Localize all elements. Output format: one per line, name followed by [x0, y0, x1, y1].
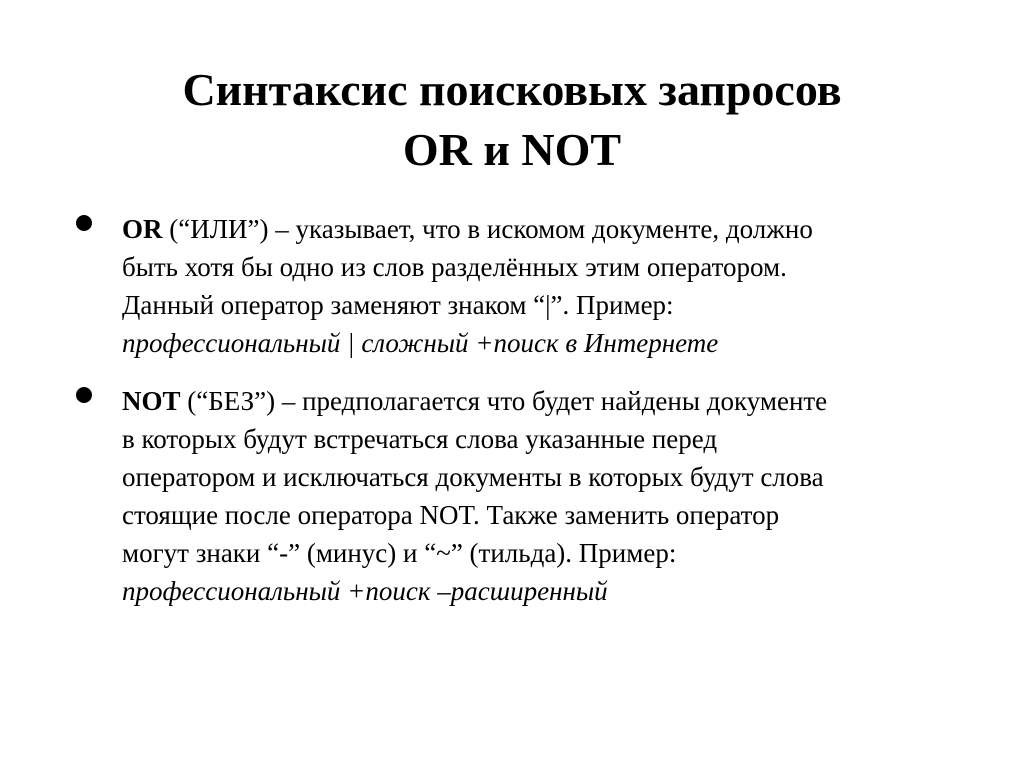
bullet-not-line-3: оператором и исключаться документы в которых будут слова [122, 462, 824, 492]
bullet-not-line-1 [122, 382, 976, 420]
bullet-dot-icon [76, 215, 92, 231]
bullet-not [76, 382, 976, 610]
slide-title [0, 60, 1024, 180]
bullet-not-line-5: могут знаки “-” (минус) и “~” (тильда). Пример: [122, 538, 677, 568]
bullet-list [76, 210, 976, 610]
bullet-not-line-1-text: (“БЕЗ”) – предполагается что будет найдены документе [180, 386, 828, 416]
bullet-dot-icon [76, 387, 92, 403]
bullet-or-line-3: Данный оператор заменяют знаком “|”. Пример: [122, 290, 674, 320]
slide-title-line-1: Синтаксис поисковых запросов [182, 64, 842, 115]
bullet-or-line-2: быть хотя бы одно из слов разделённых этим оператором. [122, 252, 787, 282]
slide-title-line-2: OR и NOT [402, 124, 622, 175]
bullet-or-line-1 [122, 210, 976, 248]
bullet-not-example: профессиональный +поиск –расширенный [122, 576, 608, 606]
bullet-not-term: NOT [122, 386, 181, 416]
bullet-not-line-4: стоящие после оператора NOT. Также заменить оператор [122, 500, 780, 530]
bullet-or-term: OR [122, 214, 163, 244]
bullet-or-example: профессиональный | сложный +поиск в Интернете [122, 328, 719, 358]
bullet-or-line-1-text: (“ИЛИ”) – указывает, что в искомом документе, должно [162, 214, 813, 244]
bullet-or [76, 210, 976, 362]
bullet-not-line-2: в которых будут встречаться слова указанные перед [122, 424, 718, 454]
